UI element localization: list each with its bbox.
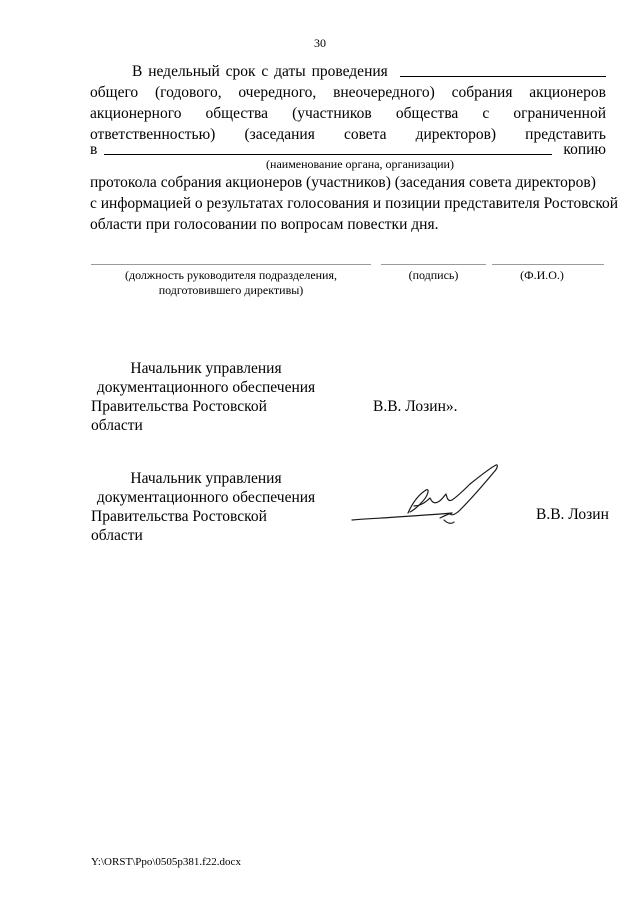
word: акционеров [529, 84, 606, 101]
date-blank-line [400, 62, 606, 77]
word: директоров) [415, 126, 497, 143]
name-caption: (Ф.И.О.) [520, 268, 564, 282]
paragraph-line-6: протокола собрания акционеров (участников) (заседания совета директоров) [90, 174, 596, 191]
title-line: Правительства Ростовской области [91, 508, 267, 544]
word: в [90, 141, 98, 158]
word: совета [343, 126, 387, 143]
approval-name-2: В.В. Лозин [536, 506, 609, 523]
title-line: Начальник управления [130, 360, 282, 377]
position-field-line [91, 264, 371, 265]
word: общества [205, 105, 269, 122]
word: внеочередного) [333, 84, 435, 101]
paragraph-line-1-text: В недельный срок с даты проведения [132, 63, 388, 80]
paragraph-line-8: области при голосовании по вопросам повестки дня. [90, 216, 439, 233]
word: копию [563, 141, 606, 158]
position-caption [91, 268, 371, 298]
word: (заседания [244, 126, 315, 143]
title-line: документационного обеспечения [96, 489, 316, 506]
position-caption-line-1: (должность руководителя подразделения, [124, 268, 338, 282]
word: акционерного [90, 105, 182, 122]
paragraph-line-1 [90, 62, 606, 81]
handwritten-signature [348, 462, 508, 532]
word: (годового, [154, 84, 222, 101]
word: представить [525, 126, 606, 143]
word: ответственностью) [90, 126, 216, 143]
title-line: документационного обеспечения [96, 379, 316, 396]
signature-field-line [381, 264, 486, 265]
word: собрания [451, 84, 513, 101]
approval-name-1: В.В. Лозин». [373, 398, 458, 415]
title-line: Начальник управления [130, 470, 282, 487]
word: с [482, 105, 490, 122]
paragraph-line-2 [90, 83, 606, 102]
organization-blank-caption: (наименование органа, организации) [266, 157, 454, 171]
paragraph-line-7: с информацией о результатах голосования и позиции представителя Ростовской [90, 195, 619, 212]
word: очередного, [238, 84, 317, 101]
paragraph-line-3 [90, 104, 606, 123]
footer-file-path: Y:\ORST\Ppo\0505p381.f22.docx [91, 856, 241, 868]
word: ограниченной [513, 105, 606, 122]
signature-caption: (подпись) [408, 268, 459, 282]
approval-title-2 [91, 469, 321, 545]
organization-blank-line [104, 140, 552, 155]
title-line: Правительства Ростовской области [91, 398, 267, 434]
approval-title-1 [91, 359, 321, 435]
position-caption-line-2: подготовившего директивы) [158, 283, 304, 297]
page-number: 30 [314, 36, 326, 50]
word: общества [395, 105, 459, 122]
name-field-line [492, 264, 604, 265]
word: (участников [292, 105, 372, 122]
word: общего [90, 84, 139, 101]
